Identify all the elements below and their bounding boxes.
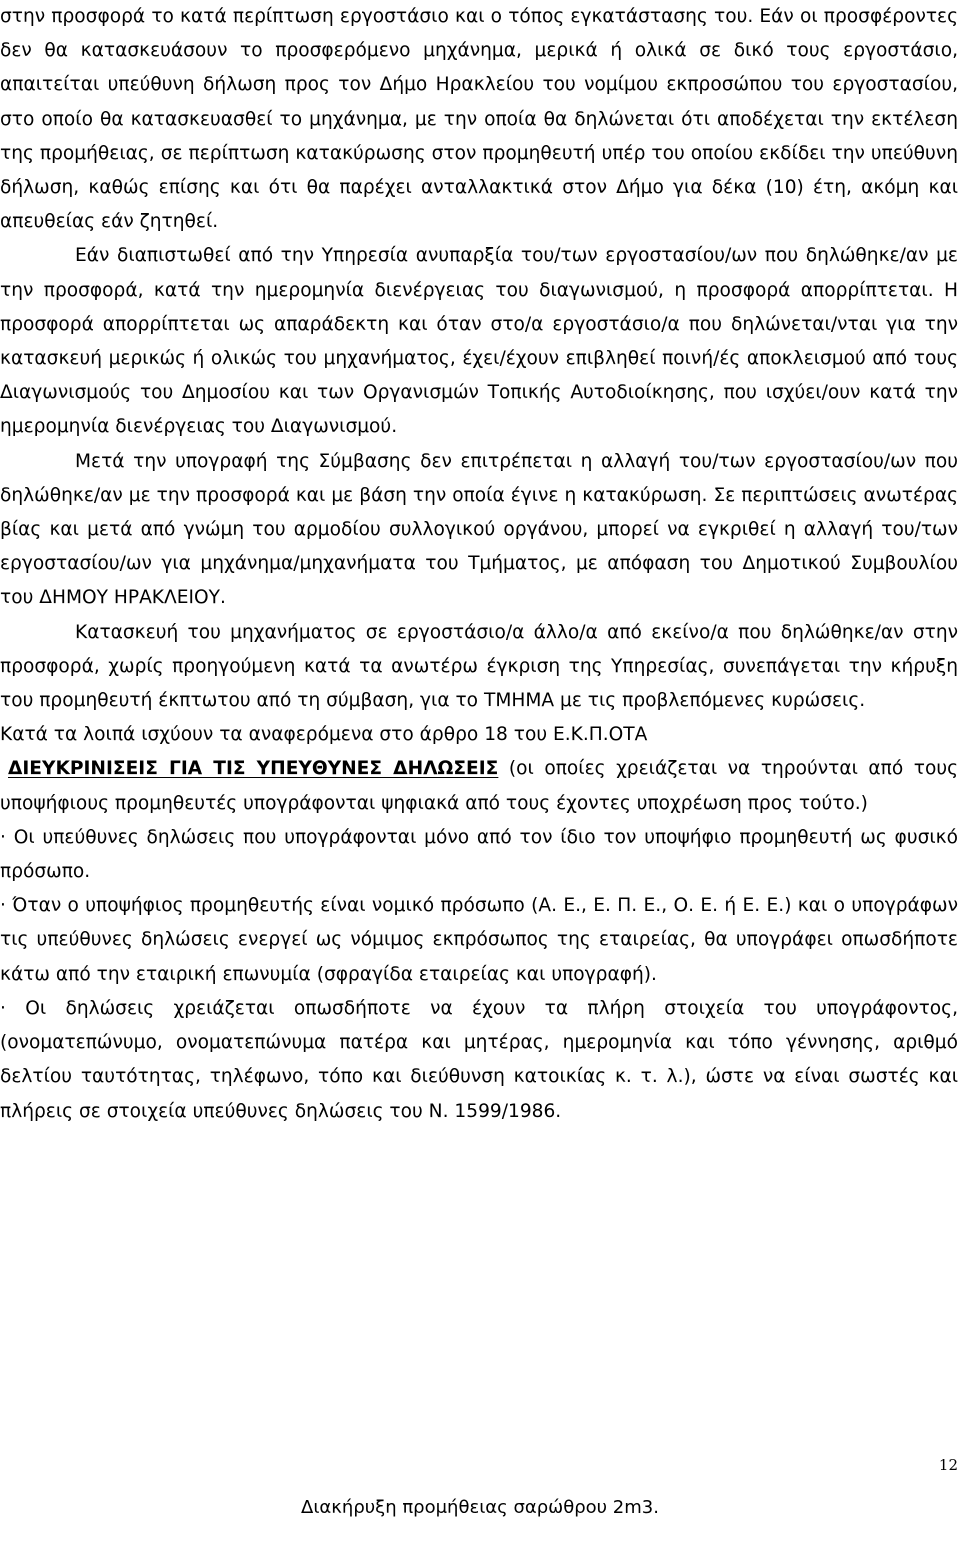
section-heading: ΔΙΕΥΚΡΙΝΙΣΕΙΣ ΓΙΑ ΤΙΣ ΥΠΕΥΘΥΝΕΣ ΔΗΛΩΣΕΙΣ: [8, 758, 499, 780]
page-number: 12: [938, 1456, 958, 1474]
bullet-signatory-details: · Οι δηλώσεις χρειάζεται οπωσδήποτε να έχουν τα πλήρη στοιχεία του υπογράφοντος, (ονοματεπώνυμο, ονοματεπώνυμα πατέρα και μητέρας, ημερομηνία και τόπο γέννησης, αριθμό δελτίου ταυτότητας, τηλέφωνο, τόπο και διεύθυνση κατοικίας κ. τ. λ.), ώστε να είναι σωστές και πλήρεις σε στοιχεία υπεύθυνες δηλώσεις του Ν. 1599/1986.: [0, 997, 958, 1122]
paragraph-other-provisions: Κατά τα λοιπά ισχύουν τα αναφερόμενα στο άρθρο 18 του Ε.Κ.Π.ΟΤΑ: [0, 724, 648, 746]
paragraph-factory-change: Μετά την υπογραφή της Σύμβασης δεν επιτρέπεται η αλλαγή του/των εργοστασίου/ων που δηλώθηκε/αν με την προσφορά και με βάση την οποία έγινε η κατακύρωση. Σε περιπτώσεις ανωτέρας βίας και μετά από γνώμη του αρμοδίου συλλογικού οργάνου, μπορεί να εγκριθεί η αλλαγή του/των εργοστασίου/ων για μηχάνημα/μηχανήματα του Τμήματος, με απόφαση του Δημοτικού Συμβουλίου του ΔΗΜΟΥ ΗΡΑΚΛΕΙΟΥ.: [0, 450, 958, 609]
page-footer: Διακήρυξη προμήθειας σαρώθρου 2m3.: [301, 1497, 659, 1518]
paragraph-nonexistence-rejection: Εάν διαπιστωθεί από την Υπηρεσία ανυπαρξία του/των εργοστασίου/ων που δηλώθηκε/αν με την προσφορά, κατά την ημερομηνία διενέργειας του διαγωνισμού, η προσφορά απορρίπτεται. Η προσφορά απορρίπτεται ως απαράδεκτη και όταν στο/α εργοστάσιο/α που δηλώνεται/νται για την κατασκευή μερικώς ή ολικώς του μηχανήματος, έχει/έχουν επιβληθεί ποινή/ές αποκλεισμού από τους Διαγωνισμούς του Δημοσίου και των Οργανισμών Τοπικής Αυτοδιοίκησης, που ισχύει/ουν κατά την ημερομηνία διενέργειας του Διαγωνισμού.: [0, 245, 958, 438]
bullet-natural-person: · Οι υπεύθυνες δηλώσεις που υπογράφονται μόνο από τον ίδιο τον υποψήφιο προμηθευτή ως φυσικό πρόσωπο.: [0, 826, 958, 883]
paragraph-factory-declaration: στην προσφορά το κατά περίπτωση εργοστάσιο και ο τόπος εγκατάστασης του. Εάν οι προσφέροντες δεν θα κατασκευάσουν το προσφερόμενο μηχάνημα, μερικά ή ολικά σε δικό τους εργοστάσιο, απαιτείται υπεύθυνη δήλωση προς τον Δήμο Ηρακλείου του νομίμου εκπροσώπου του εργοστασίου, στο οποίο θα κατασκευασθεί το μηχάνημα, με την οποία θα δηλώνεται ότι αποδέχεται την εκτέλεση της προμήθειας, σε περίπτωση κατακύρωσης στον προμηθευτή υπέρ του οποίου εκδίδει την υπεύθυνη δήλωση, καθώς επίσης και ότι θα παρέχει ανταλλακτικά στον Δήμο για δέκα (10) έτη, ακόμη και απευθείας εάν ζητηθεί.: [0, 6, 958, 233]
bullet-legal-person: · Όταν ο υποψήφιος προμηθευτής είναι νομικό πρόσωπο (Α. Ε., Ε. Π. Ε., Ο. Ε. ή Ε. Ε.) και ο υπογράφων τις υπεύθυνες δηλώσεις ενεργεί ως νόμιμος εκπρόσωπος της εταιρείας, θα υπογράφει οπωσδήποτε κάτω από την εταιρική επωνυμία (σφραγίδα εταιρείας και υπογραφή).: [0, 895, 958, 985]
declarations-section: [0, 752, 958, 820]
paragraph-unauthorized-factory: Κατασκευή του μηχανήματος σε εργοστάσιο/α άλλο/α από εκείνο/α που δηλώθηκε/αν στην προσφορά, χωρίς προηγούμενη κατά τα ανωτέρω έγκριση της Υπηρεσίας, συνεπάγεται την κήρυξη του προμηθευτή έκπτωτου από τη σύμβαση, για το ΤΜΗΜΑ με τις προβλεπόμενες κυρώσεις.: [0, 621, 958, 712]
section-heading-note: (οι οποίες χρειάζεται να τηρούνται από τους υποψήφιους προμηθευτές υπογράφονται ψηφιακά από τους έχοντες υποχρέωση προς τούτο.): [0, 758, 958, 814]
